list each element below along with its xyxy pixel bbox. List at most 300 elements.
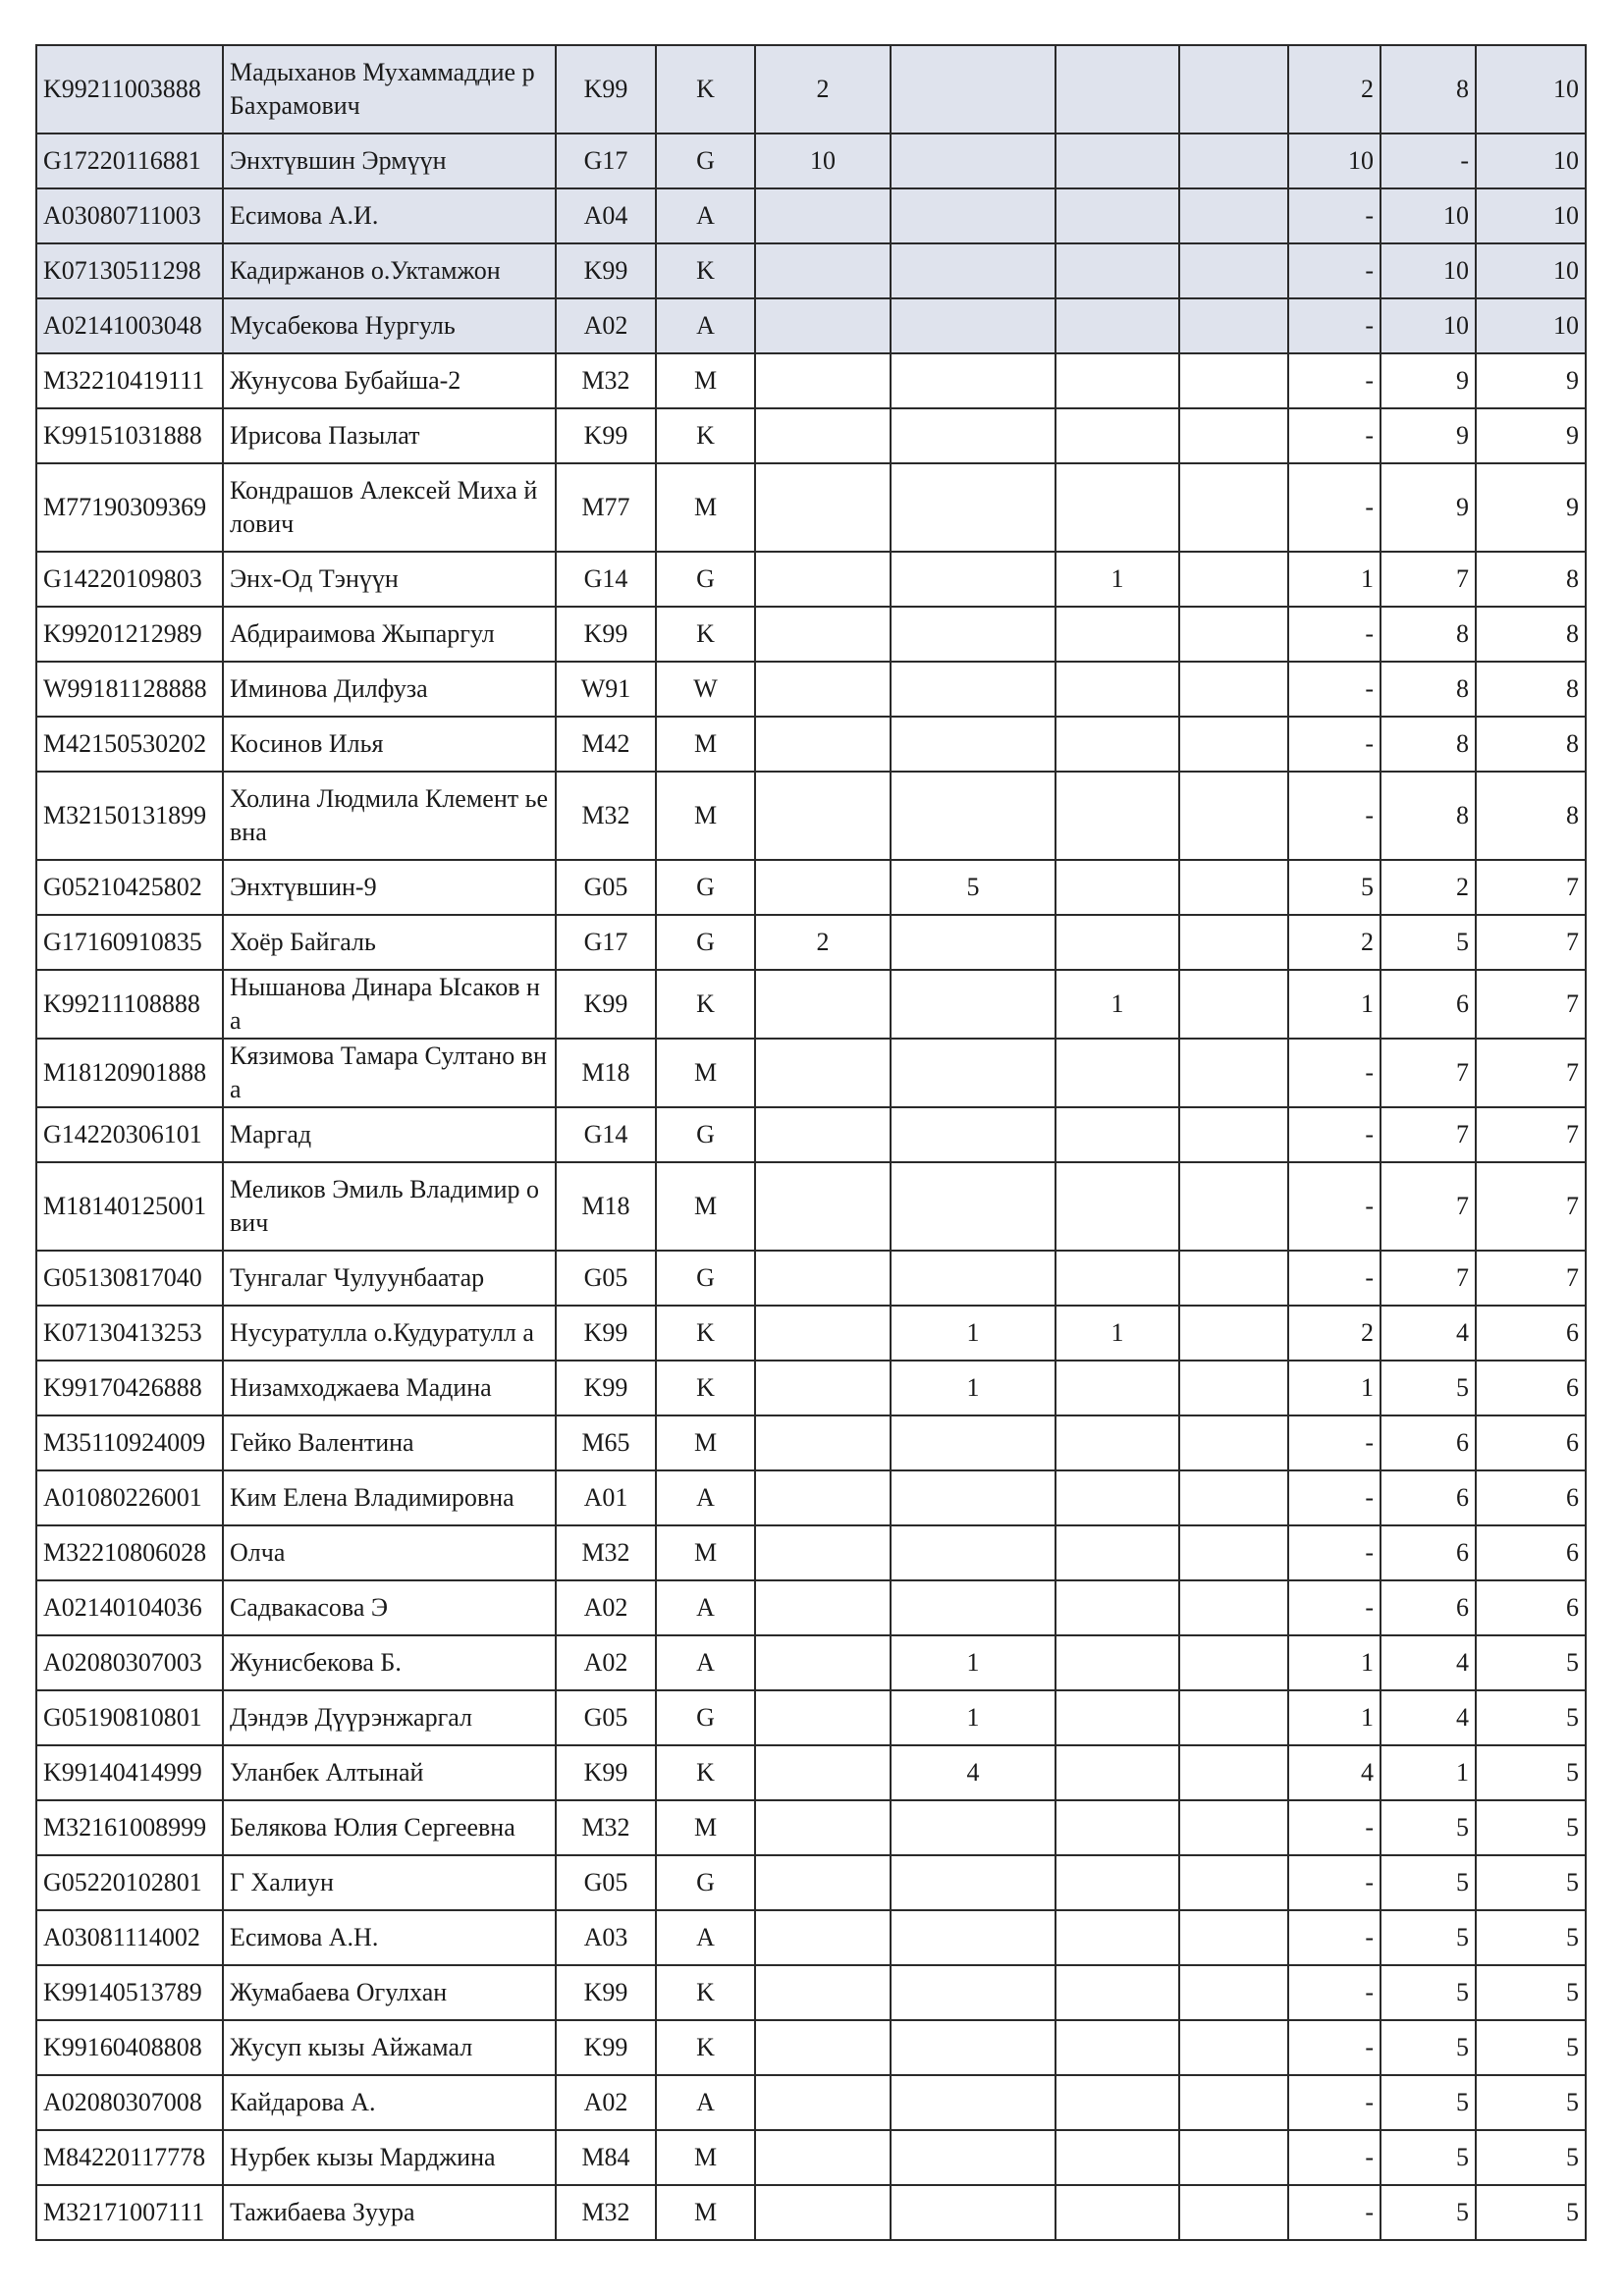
participant-name-cell [223,133,556,188]
score-col-4-cell [1179,1855,1288,1910]
group-letter-cell: G [656,133,755,188]
points-cell: 5 [1380,1965,1476,2020]
group-letter-cell: A [656,1470,755,1525]
score-col-3-cell [1056,915,1179,970]
table-row [36,1745,1586,1800]
participant-name-cell [223,1745,556,1800]
score-col-4-cell [1179,717,1288,772]
score-col-4-cell [1179,2185,1288,2240]
score-col-4-cell [1179,2020,1288,2075]
region-code-cell: G05 [556,860,656,915]
total-cell: 5 [1476,1965,1586,2020]
score-col-2-cell [891,915,1056,970]
participant-id-cell: A03080711003 [36,188,223,243]
region-code-cell: K99 [556,1361,656,1415]
points-cell: 7 [1380,1162,1476,1251]
participant-name: Меликов Эмиль Владимир ович [230,1175,540,1237]
points-cell: - [1380,133,1476,188]
score-col-1-cell [755,408,891,463]
participant-id-cell: M77190309369 [36,463,223,552]
score-col-4-cell [1179,1965,1288,2020]
table-row [36,1855,1586,1910]
score-col-1-cell [755,2185,891,2240]
participant-id-cell: K99140414999 [36,1745,223,1800]
group-letter-cell: K [656,970,755,1039]
score-col-3-cell [1056,463,1179,552]
score-col-3-cell [1056,1800,1179,1855]
group-letter-cell: M [656,1800,755,1855]
score-col-4-cell [1179,1039,1288,1107]
region-code-cell: M18 [556,1162,656,1251]
table-row [36,2075,1586,2130]
participant-name: Энх-Од Тэнүүн [230,564,399,593]
total-cell: 6 [1476,1470,1586,1525]
participant-id-cell: G17220116881 [36,133,223,188]
region-code-cell: G14 [556,1107,656,1162]
score-col-1-cell [755,1690,891,1745]
participant-id-cell: M18120901888 [36,1039,223,1107]
points-cell: 8 [1380,772,1476,860]
score-col-1-cell [755,1580,891,1635]
region-code-cell: M32 [556,2185,656,2240]
score-col-4-cell [1179,772,1288,860]
participant-id-cell: K99211003888 [36,45,223,133]
score-col-4-cell [1179,1800,1288,1855]
subtotal-cell: - [1288,1162,1380,1251]
group-letter-cell: M [656,1162,755,1251]
table-row [36,1525,1586,1580]
points-cell: 7 [1380,1039,1476,1107]
table-row [36,243,1586,298]
total-cell: 10 [1476,243,1586,298]
participant-id-cell: K99140513789 [36,1965,223,2020]
participant-name: Есимова А.Н. [230,1923,379,1951]
score-col-2-cell: 5 [891,860,1056,915]
total-cell: 10 [1476,45,1586,133]
participant-name: Жунусова Бубайша-2 [230,366,461,395]
participant-name-cell [223,1580,556,1635]
region-code-cell: K99 [556,607,656,662]
score-col-3-cell: 1 [1056,1306,1179,1361]
participant-name: Маргад [230,1120,312,1148]
subtotal-cell: - [1288,408,1380,463]
participant-id-cell: A02141003048 [36,298,223,353]
table-row [36,298,1586,353]
points-cell: 5 [1380,1910,1476,1965]
score-col-4-cell [1179,408,1288,463]
participant-id-cell: M35110924009 [36,1415,223,1470]
group-letter-cell: A [656,1910,755,1965]
score-col-3-cell [1056,45,1179,133]
group-letter-cell: K [656,1361,755,1415]
score-col-4-cell [1179,1745,1288,1800]
score-col-4-cell [1179,662,1288,717]
score-col-4-cell [1179,1690,1288,1745]
score-col-3-cell [1056,1690,1179,1745]
participant-name: Жусуп кызы Айжамал [230,2033,473,2061]
group-letter-cell: M [656,1525,755,1580]
score-col-3-cell [1056,1162,1179,1251]
group-letter-cell: M [656,717,755,772]
points-cell: 5 [1380,2130,1476,2185]
score-col-3-cell [1056,1855,1179,1910]
participant-name: Энхтүвшин Эрмүүн [230,146,447,175]
score-col-3-cell [1056,353,1179,408]
participant-name: Садвакасова Э [230,1593,389,1622]
score-col-1-cell [755,860,891,915]
total-cell: 5 [1476,1855,1586,1910]
score-col-1-cell [755,2075,891,2130]
region-code-cell: G17 [556,915,656,970]
score-col-1-cell [755,1039,891,1107]
points-cell: 7 [1380,1251,1476,1306]
score-col-3-cell [1056,1745,1179,1800]
score-col-1-cell [755,188,891,243]
table-row [36,1107,1586,1162]
score-col-2-cell [891,408,1056,463]
table-row [36,772,1586,860]
subtotal-cell: - [1288,353,1380,408]
region-code-cell: A02 [556,298,656,353]
participant-name-cell [223,1361,556,1415]
score-col-3-cell [1056,607,1179,662]
participant-id-cell: M42150530202 [36,717,223,772]
participant-id-cell: K99160408808 [36,2020,223,2075]
table-row [36,1690,1586,1745]
points-cell: 10 [1380,243,1476,298]
score-col-4-cell [1179,1525,1288,1580]
participant-name-cell [223,1162,556,1251]
subtotal-cell: - [1288,2075,1380,2130]
score-col-4-cell [1179,2075,1288,2130]
group-letter-cell: M [656,1415,755,1470]
region-code-cell: M32 [556,772,656,860]
table-row [36,2185,1586,2240]
table-row [36,1039,1586,1107]
total-cell: 8 [1476,772,1586,860]
score-col-3-cell [1056,1039,1179,1107]
score-col-1-cell [755,1162,891,1251]
score-col-3-cell [1056,298,1179,353]
subtotal-cell: - [1288,1855,1380,1910]
score-col-4-cell [1179,353,1288,408]
subtotal-cell: 5 [1288,860,1380,915]
score-col-3-cell [1056,772,1179,860]
group-letter-cell: G [656,1107,755,1162]
score-col-3-cell [1056,133,1179,188]
total-cell: 9 [1476,463,1586,552]
table-row [36,1415,1586,1470]
total-cell: 5 [1476,1800,1586,1855]
score-col-2-cell [891,1162,1056,1251]
total-cell: 6 [1476,1525,1586,1580]
participant-id-cell: M32210806028 [36,1525,223,1580]
participant-name: Тунгалаг Чулуунбаатар [230,1263,485,1292]
points-cell: 9 [1380,408,1476,463]
group-letter-cell: A [656,1635,755,1690]
participant-name-cell [223,353,556,408]
participant-name-cell [223,243,556,298]
score-col-1-cell [755,772,891,860]
participant-id-cell: G05220102801 [36,1855,223,1910]
score-col-2-cell: 1 [891,1306,1056,1361]
subtotal-cell: 1 [1288,1361,1380,1415]
participant-name-cell [223,1855,556,1910]
region-code-cell: K99 [556,408,656,463]
table-row [36,1361,1586,1415]
region-code-cell: G05 [556,1855,656,1910]
group-letter-cell: K [656,243,755,298]
region-code-cell: M84 [556,2130,656,2185]
group-letter-cell: A [656,2075,755,2130]
score-col-1-cell [755,607,891,662]
score-col-3-cell [1056,662,1179,717]
results-table [35,44,1587,2241]
subtotal-cell: - [1288,662,1380,717]
score-col-2-cell [891,1580,1056,1635]
score-col-2-cell [891,243,1056,298]
score-col-2-cell [891,552,1056,607]
total-cell: 5 [1476,2020,1586,2075]
participant-name: Энхтүвшин-9 [230,873,377,901]
subtotal-cell: 1 [1288,1690,1380,1745]
score-col-1-cell [755,1910,891,1965]
subtotal-cell: - [1288,463,1380,552]
points-cell: 10 [1380,188,1476,243]
points-cell: 5 [1380,1361,1476,1415]
score-col-1-cell: 10 [755,133,891,188]
score-col-3-cell [1056,717,1179,772]
points-cell: 7 [1380,552,1476,607]
group-letter-cell: G [656,1690,755,1745]
total-cell: 8 [1476,717,1586,772]
participant-name-cell [223,1910,556,1965]
region-code-cell: G05 [556,1251,656,1306]
score-col-1-cell [755,717,891,772]
table-row [36,552,1586,607]
score-col-3-cell [1056,1910,1179,1965]
table-row [36,188,1586,243]
score-col-4-cell [1179,188,1288,243]
group-letter-cell: M [656,772,755,860]
region-code-cell: M32 [556,1800,656,1855]
group-letter-cell: W [656,662,755,717]
score-col-3-cell [1056,1251,1179,1306]
subtotal-cell: 4 [1288,1745,1380,1800]
points-cell: 6 [1380,1415,1476,1470]
region-code-cell: K99 [556,1306,656,1361]
total-cell: 5 [1476,2075,1586,2130]
points-cell: 7 [1380,1107,1476,1162]
region-code-cell: K99 [556,1745,656,1800]
participant-id-cell: K99211108888 [36,970,223,1039]
group-letter-cell: G [656,915,755,970]
score-col-1-cell [755,1800,891,1855]
participant-id-cell: A02080307008 [36,2075,223,2130]
points-cell: 6 [1380,1525,1476,1580]
table-row [36,1800,1586,1855]
participant-name: Ким Елена Владимировна [230,1483,514,1512]
table-row [36,860,1586,915]
participant-name-cell [223,1415,556,1470]
region-code-cell: A03 [556,1910,656,1965]
group-letter-cell: M [656,353,755,408]
score-col-1-cell [755,243,891,298]
participant-name: Кайдарова А. [230,2088,376,2116]
points-cell: 5 [1380,2020,1476,2075]
score-col-1-cell [755,1470,891,1525]
score-col-2-cell [891,717,1056,772]
participant-name: Холина Людмила Клемент ьевна [230,784,549,846]
points-cell: 2 [1380,860,1476,915]
score-col-1-cell [755,1965,891,2020]
score-col-1-cell [755,463,891,552]
score-col-3-cell [1056,2185,1179,2240]
total-cell: 9 [1476,408,1586,463]
participant-id-cell: K07130511298 [36,243,223,298]
participant-id-cell: A02080307003 [36,1635,223,1690]
score-col-1-cell [755,970,891,1039]
score-col-2-cell [891,607,1056,662]
score-col-2-cell [891,662,1056,717]
score-col-3-cell [1056,1525,1179,1580]
score-col-1-cell [755,1525,891,1580]
participant-name-cell [223,2020,556,2075]
score-col-4-cell [1179,1361,1288,1415]
table-row [36,1470,1586,1525]
score-col-3-cell [1056,1580,1179,1635]
participant-name: Жунисбекова Б. [230,1648,402,1677]
subtotal-cell: - [1288,1251,1380,1306]
score-col-3-cell [1056,1470,1179,1525]
participant-id-cell: G14220306101 [36,1107,223,1162]
group-letter-cell: G [656,552,755,607]
total-cell: 7 [1476,860,1586,915]
points-cell: 5 [1380,2075,1476,2130]
subtotal-cell: - [1288,2185,1380,2240]
region-code-cell: G05 [556,1690,656,1745]
participant-name: Ирисова Пазылат [230,421,420,450]
score-col-1-cell: 2 [755,45,891,133]
region-code-cell: M32 [556,353,656,408]
score-col-3-cell [1056,243,1179,298]
group-letter-cell: M [656,1039,755,1107]
score-col-1-cell [755,2020,891,2075]
table-row [36,1162,1586,1251]
group-letter-cell: K [656,2020,755,2075]
participant-name-cell [223,1635,556,1690]
participant-id-cell: A02140104036 [36,1580,223,1635]
participant-name-cell [223,298,556,353]
score-col-4-cell [1179,860,1288,915]
participant-name-cell [223,915,556,970]
participant-name-cell [223,463,556,552]
participant-id-cell: K07130413253 [36,1306,223,1361]
participant-name: Кондрашов Алексей Миха йлович [230,476,538,538]
score-col-2-cell: 4 [891,1745,1056,1800]
subtotal-cell: - [1288,298,1380,353]
region-code-cell: M42 [556,717,656,772]
subtotal-cell: - [1288,188,1380,243]
points-cell: 5 [1380,1800,1476,1855]
group-letter-cell: M [656,2185,755,2240]
region-code-cell: A02 [556,2075,656,2130]
score-col-4-cell [1179,1470,1288,1525]
participant-name-cell [223,1690,556,1745]
points-cell: 1 [1380,1745,1476,1800]
points-cell: 4 [1380,1306,1476,1361]
score-col-2-cell [891,772,1056,860]
participant-name-cell [223,2075,556,2130]
total-cell: 6 [1476,1415,1586,1470]
score-col-4-cell [1179,1162,1288,1251]
subtotal-cell: 10 [1288,133,1380,188]
points-cell: 9 [1380,353,1476,408]
table-row [36,1910,1586,1965]
score-col-2-cell [891,1039,1056,1107]
group-letter-cell: K [656,1745,755,1800]
score-col-3-cell [1056,2020,1179,2075]
participant-id-cell: K99201212989 [36,607,223,662]
score-col-3-cell [1056,1107,1179,1162]
score-col-3-cell [1056,1965,1179,2020]
score-col-1-cell [755,1251,891,1306]
region-code-cell: M18 [556,1039,656,1107]
total-cell: 8 [1476,552,1586,607]
score-col-3-cell [1056,860,1179,915]
points-cell: 5 [1380,2185,1476,2240]
score-col-2-cell [891,1415,1056,1470]
participant-name: Косинов Илья [230,729,384,758]
group-letter-cell: A [656,188,755,243]
score-col-1-cell [755,1635,891,1690]
participant-name-cell [223,1800,556,1855]
participant-id-cell: M32171007111 [36,2185,223,2240]
group-letter-cell: M [656,2130,755,2185]
table-row [36,1580,1586,1635]
participant-id-cell: G05190810801 [36,1690,223,1745]
participant-name: Мадыханов Мухаммаддие р Бахрамович [230,58,535,120]
subtotal-cell: - [1288,772,1380,860]
group-letter-cell: K [656,408,755,463]
score-col-1-cell [755,552,891,607]
region-code-cell: M77 [556,463,656,552]
score-col-1-cell [755,662,891,717]
participant-id-cell: G14220109803 [36,552,223,607]
total-cell: 8 [1476,662,1586,717]
score-col-1-cell [755,353,891,408]
participant-name: Есимова А.И. [230,201,379,230]
participant-id-cell: M84220117778 [36,2130,223,2185]
region-code-cell: A04 [556,188,656,243]
participant-name: Уланбек Алтынай [230,1758,424,1787]
score-col-4-cell [1179,243,1288,298]
participant-name: Гейко Валентина [230,1428,414,1457]
total-cell: 7 [1476,970,1586,1039]
subtotal-cell: - [1288,1580,1380,1635]
score-col-4-cell [1179,1635,1288,1690]
score-col-1-cell [755,1361,891,1415]
region-code-cell: A01 [556,1470,656,1525]
participant-name: Нусуратулла о.Кудуратулл а [230,1318,534,1347]
participant-name: Г Халиун [230,1868,334,1896]
region-code-cell: G14 [556,552,656,607]
table-row [36,1306,1586,1361]
participant-id-cell: M32210419111 [36,353,223,408]
participant-name: Абдираимова Жыпаргул [230,619,495,648]
points-cell: 8 [1380,45,1476,133]
table-row [36,353,1586,408]
